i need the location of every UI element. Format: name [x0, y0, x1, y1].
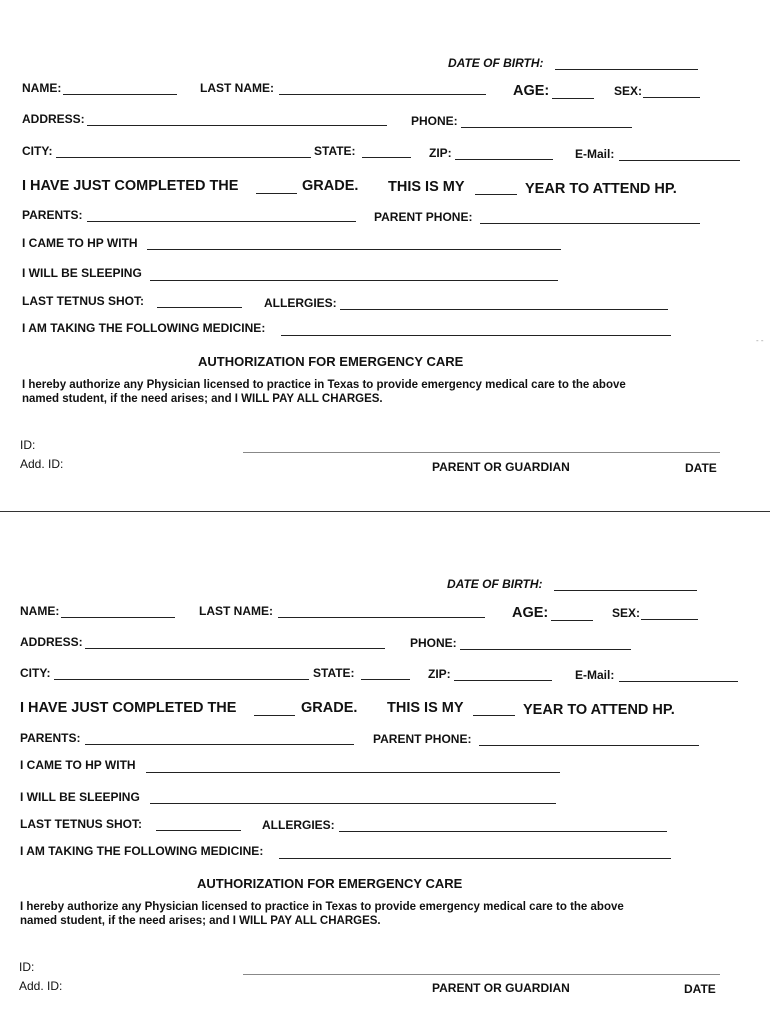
city-label: CITY:	[22, 144, 53, 158]
sex-field[interactable]	[643, 97, 700, 98]
auth-text	[20, 900, 720, 928]
registration-form-2	[0, 522, 770, 1022]
city-label: CITY:	[20, 666, 51, 680]
city-field[interactable]	[56, 157, 311, 158]
parents-label: PARENTS:	[20, 731, 81, 745]
parent-guardian-label: PARENT OR GUARDIAN	[432, 981, 570, 995]
last-name-label: LAST NAME:	[200, 81, 274, 95]
came-with-field[interactable]	[146, 772, 560, 773]
year-prefix: THIS IS MY	[388, 179, 465, 195]
auth-text-line-1: I hereby authorize any Physician licensed to practice in Texas to provide emergency medical care to the above	[20, 901, 624, 913]
phone-field[interactable]	[461, 127, 632, 128]
signature-line[interactable]	[243, 974, 720, 975]
sleeping-field[interactable]	[150, 803, 556, 804]
phone-field[interactable]	[460, 649, 631, 650]
auth-title: AUTHORIZATION FOR EMERGENCY CARE	[198, 354, 464, 369]
state-field[interactable]	[362, 157, 411, 158]
year-prefix: THIS IS MY	[387, 700, 464, 716]
state-field[interactable]	[361, 679, 410, 680]
phone-label: PHONE:	[410, 636, 457, 650]
zip-label: ZIP:	[428, 667, 451, 681]
sex-label: SEX:	[612, 606, 641, 620]
allergies-field[interactable]	[339, 831, 667, 832]
city-field[interactable]	[54, 679, 309, 680]
parents-label: PARENTS:	[22, 208, 83, 222]
year-field[interactable]	[475, 194, 517, 195]
signature-line[interactable]	[243, 452, 720, 453]
email-label: E-Mail:	[575, 147, 615, 161]
came-with-field[interactable]	[147, 249, 561, 250]
name-field[interactable]	[61, 617, 175, 618]
name-label: NAME:	[22, 81, 62, 95]
name-field[interactable]	[63, 94, 177, 95]
year-suffix: YEAR TO ATTEND HP.	[525, 181, 677, 197]
parent-phone-field[interactable]	[480, 223, 700, 224]
auth-text	[22, 378, 722, 406]
allergies-field[interactable]	[340, 309, 668, 310]
allergies-label: ALLERGIES:	[264, 296, 337, 310]
state-label: STATE:	[314, 144, 356, 158]
grade-field[interactable]	[256, 193, 297, 194]
add-id-label: Add. ID:	[20, 457, 64, 471]
state-label: STATE:	[313, 666, 355, 680]
email-label: E-Mail:	[575, 668, 615, 682]
id-label: ID:	[20, 438, 36, 452]
tetnus-field[interactable]	[156, 830, 241, 831]
year-suffix: YEAR TO ATTEND HP.	[523, 702, 675, 718]
completed-grade-text: I HAVE JUST COMPLETED THE	[20, 700, 237, 716]
tetnus-label: LAST TETNUS SHOT:	[22, 294, 144, 308]
age-label: AGE:	[512, 605, 549, 621]
came-with-label: I CAME TO HP WITH	[22, 236, 138, 250]
allergies-label: ALLERGIES:	[262, 818, 335, 832]
grade-suffix: GRADE.	[302, 178, 359, 194]
medicine-field[interactable]	[279, 858, 671, 859]
tetnus-field[interactable]	[157, 307, 242, 308]
add-id-label: Add. ID:	[19, 979, 63, 993]
auth-text-line-2: named student, if the need arises; and I WILL PAY ALL CHARGES.	[20, 915, 381, 927]
sex-field[interactable]	[641, 619, 698, 620]
registration-form-1	[0, 0, 770, 500]
dob-field[interactable]	[554, 590, 697, 591]
name-label: NAME:	[20, 604, 60, 618]
last-name-field[interactable]	[279, 94, 486, 95]
parent-phone-field[interactable]	[479, 745, 699, 746]
dob-field[interactable]	[555, 69, 698, 70]
id-label: ID:	[19, 960, 35, 974]
zip-label: ZIP:	[429, 146, 452, 160]
address-label: ADDRESS:	[20, 635, 83, 649]
sleeping-field[interactable]	[150, 280, 558, 281]
parent-phone-label: PARENT PHONE:	[373, 732, 472, 746]
came-with-label: I CAME TO HP WITH	[20, 758, 136, 772]
dob-label: DATE OF BIRTH:	[448, 56, 544, 70]
zip-field[interactable]	[454, 680, 552, 681]
email-field[interactable]	[619, 160, 740, 161]
sleeping-label: I WILL BE SLEEPING	[20, 790, 140, 804]
medicine-label: I AM TAKING THE FOLLOWING MEDICINE:	[20, 844, 264, 858]
age-label: AGE:	[513, 83, 550, 99]
tetnus-label: LAST TETNUS SHOT:	[20, 817, 142, 831]
last-name-label: LAST NAME:	[199, 604, 273, 618]
scan-speck: - -	[756, 336, 764, 345]
age-field[interactable]	[552, 98, 594, 99]
year-field[interactable]	[473, 715, 515, 716]
date-label: DATE	[684, 982, 716, 996]
phone-label: PHONE:	[411, 114, 458, 128]
parents-field[interactable]	[85, 744, 354, 745]
auth-text-line-2: named student, if the need arises; and I WILL PAY ALL CHARGES.	[22, 393, 383, 405]
parent-guardian-label: PARENT OR GUARDIAN	[432, 460, 570, 474]
dob-label: DATE OF BIRTH:	[447, 577, 543, 591]
grade-field[interactable]	[254, 715, 295, 716]
auth-title: AUTHORIZATION FOR EMERGENCY CARE	[197, 876, 463, 891]
parent-phone-label: PARENT PHONE:	[374, 210, 473, 224]
zip-field[interactable]	[455, 159, 553, 160]
auth-text-line-1: I hereby authorize any Physician licensed to practice in Texas to provide emergency medical care to the above	[22, 379, 626, 391]
sex-label: SEX:	[614, 84, 643, 98]
last-name-field[interactable]	[278, 617, 485, 618]
address-field[interactable]	[85, 648, 385, 649]
address-label: ADDRESS:	[22, 112, 85, 126]
sleeping-label: I WILL BE SLEEPING	[22, 266, 142, 280]
grade-suffix: GRADE.	[301, 700, 358, 716]
age-field[interactable]	[551, 620, 593, 621]
parents-field[interactable]	[87, 221, 356, 222]
address-field[interactable]	[87, 125, 387, 126]
email-field[interactable]	[619, 681, 738, 682]
cut-line	[0, 511, 770, 512]
date-label: DATE	[685, 461, 717, 475]
medicine-field[interactable]	[281, 335, 671, 336]
medicine-label: I AM TAKING THE FOLLOWING MEDICINE:	[22, 321, 266, 335]
completed-grade-text: I HAVE JUST COMPLETED THE	[22, 178, 239, 194]
